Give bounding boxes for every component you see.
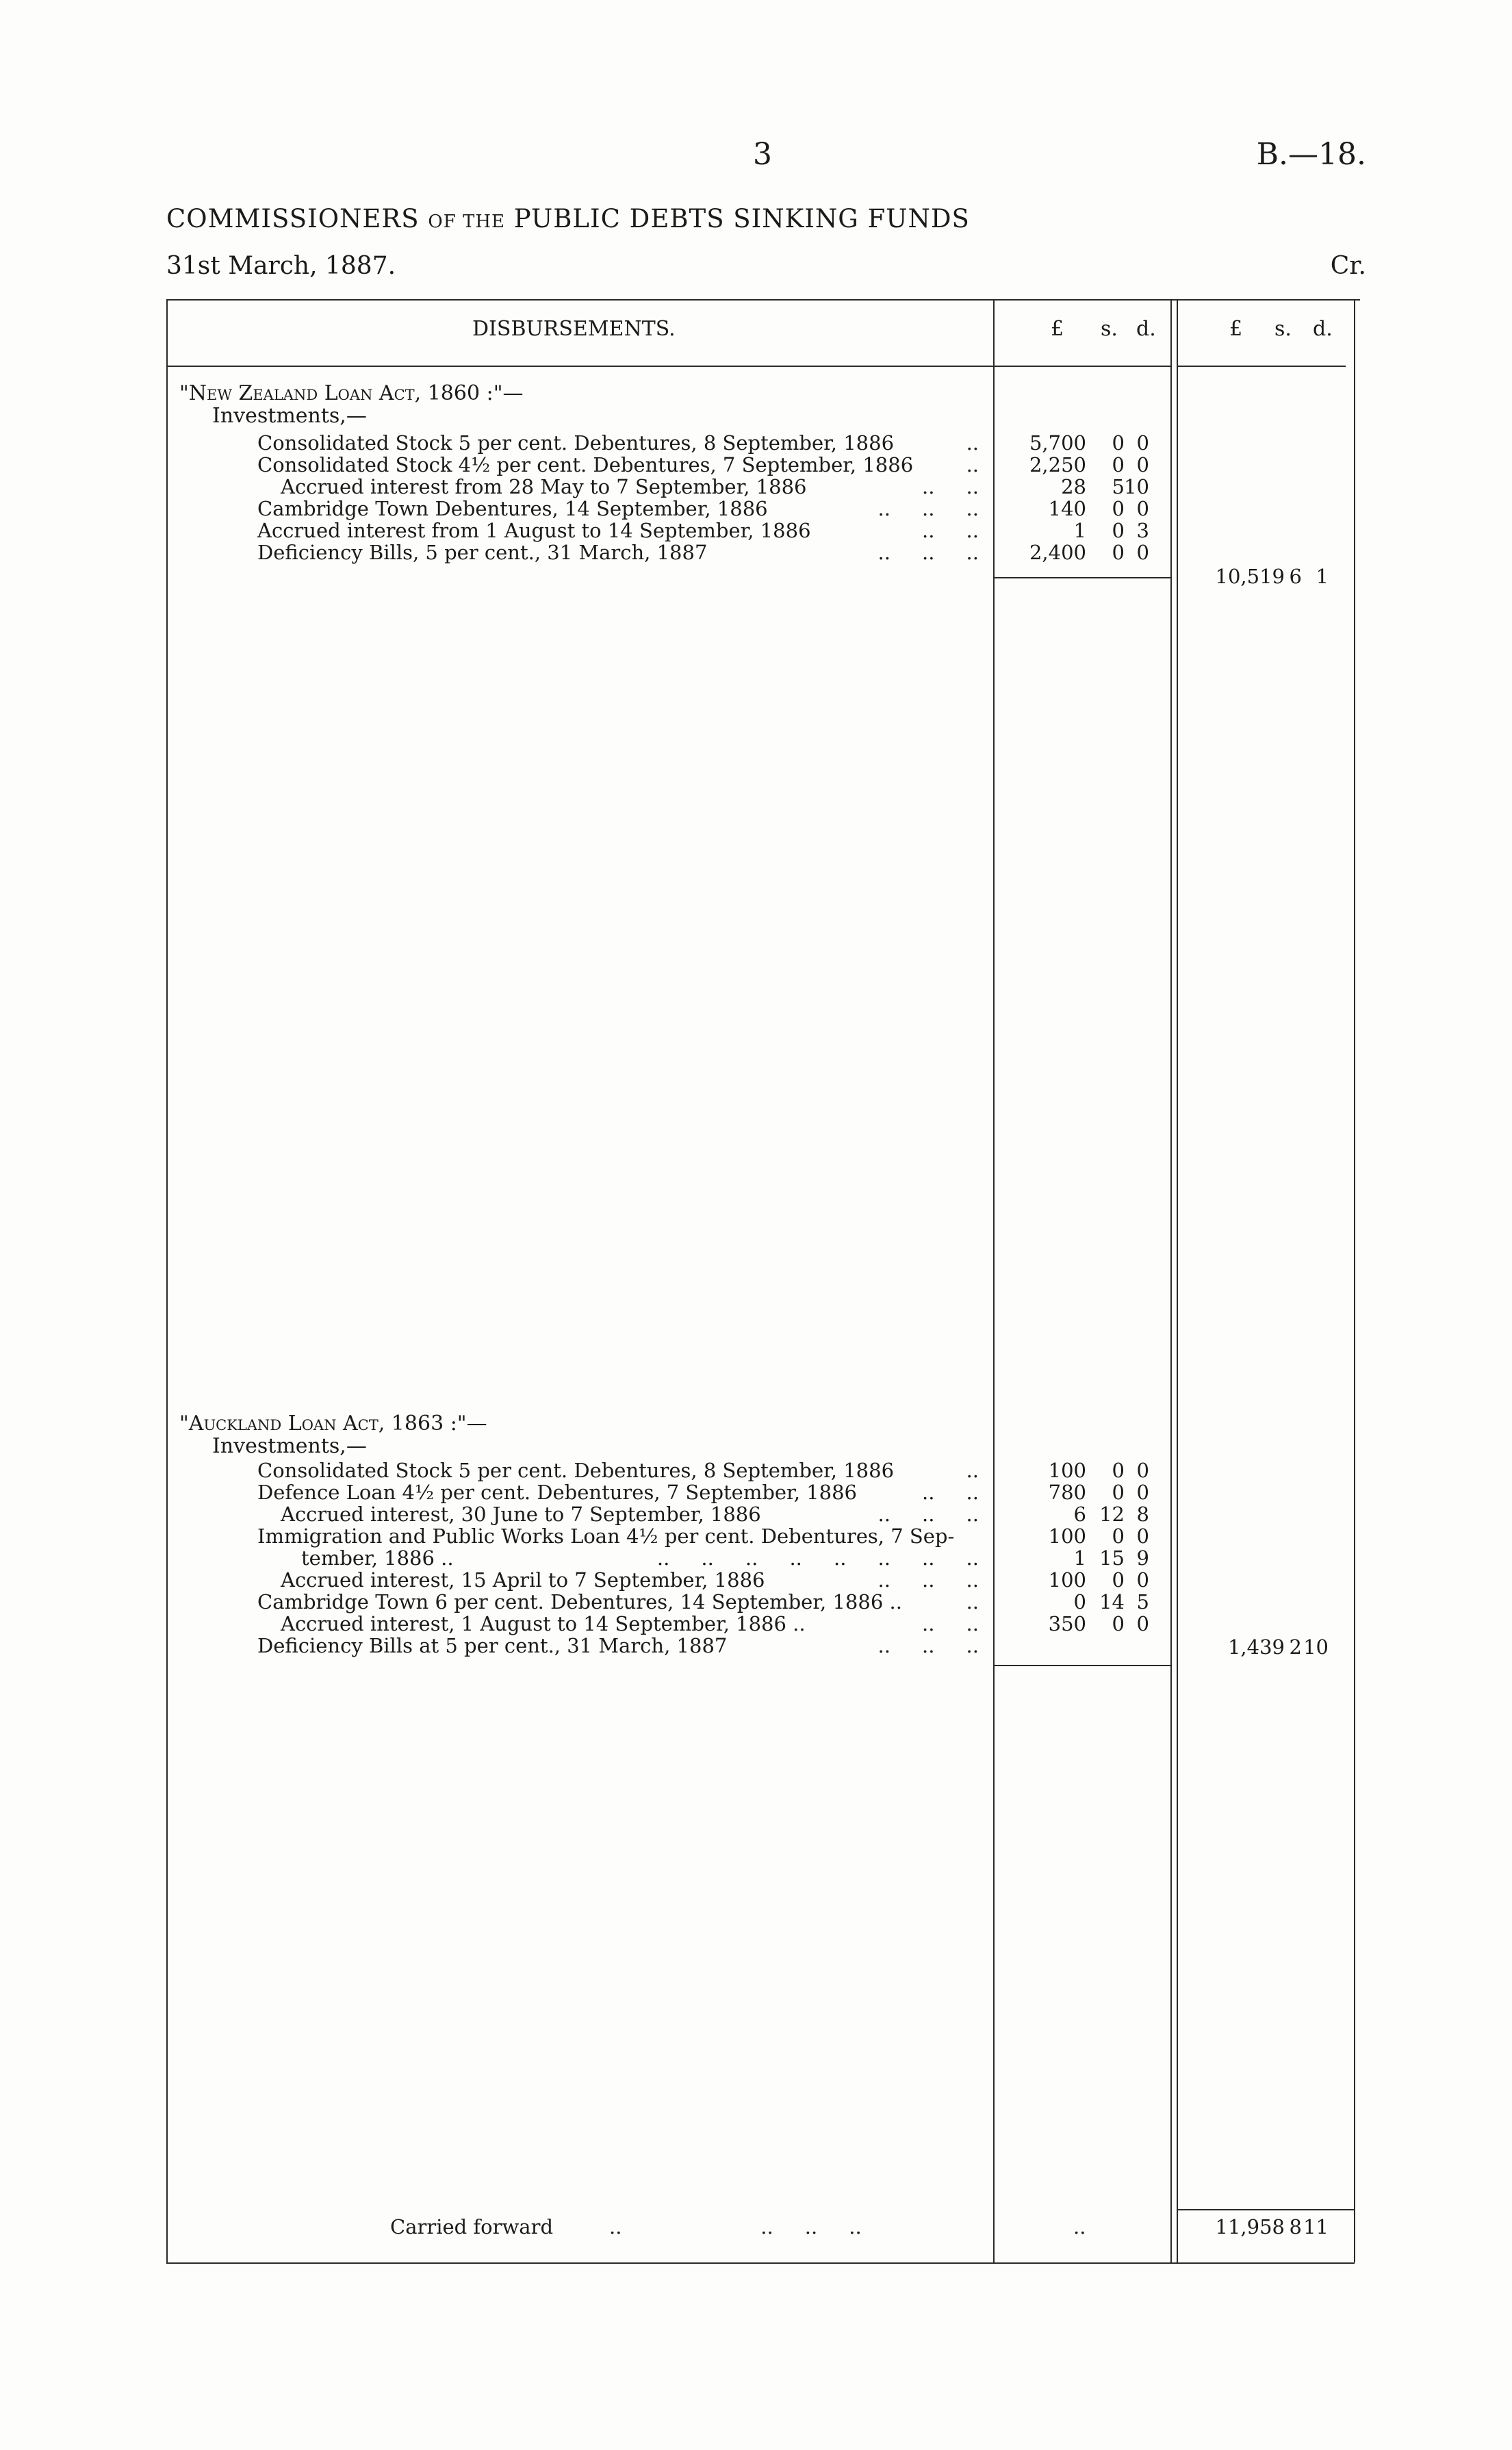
entry-description: Defence Loan 4½ per cent. Debentures, 7 September, 1886 xyxy=(257,1481,857,1504)
entry-amount-pence: 3 xyxy=(1136,519,1149,542)
entry-leader-dots: .. xyxy=(966,1590,979,1613)
table-right-rule xyxy=(1354,299,1355,2262)
title-word-3: PUBLIC DEBTS SINKING FUNDS xyxy=(513,204,970,233)
entry-leader-dots: .. .. xyxy=(922,475,979,498)
entry-leader-dots: .. .. .. xyxy=(877,541,979,564)
total-rule xyxy=(1177,2209,1355,2210)
entry-leader-dots: .. xyxy=(966,1459,979,1482)
pounds-header: £ xyxy=(1051,317,1064,341)
title-word-2: OF THE xyxy=(428,212,506,232)
date-year: 1887. xyxy=(324,252,396,280)
entry-amount-pounds: 100 xyxy=(1048,1459,1086,1482)
entry-amount-shillings: 0 xyxy=(1112,453,1125,476)
entry-amount-shillings: 0 xyxy=(1112,1568,1125,1592)
entry-leader-dots: .. .. .. .. .. .. .. .. xyxy=(656,1546,979,1570)
entry-leader-dots: .. xyxy=(966,453,979,476)
carried-forward-mid-leader: .. xyxy=(1073,2215,1086,2238)
date-month: March, xyxy=(228,252,318,280)
entry-description: Cambridge Town 6 per cent. Debentures, 14 September, 1886 .. xyxy=(257,1590,902,1613)
entry-amount-shillings: 12 xyxy=(1099,1503,1125,1526)
header-rule-right xyxy=(1178,366,1346,367)
shillings-header-total: s. xyxy=(1274,317,1292,341)
entry-amount-pounds: 100 xyxy=(1048,1524,1086,1548)
entry-amount-pounds: 6 xyxy=(1073,1503,1086,1526)
entry-amount-pence: 0 xyxy=(1136,1524,1149,1548)
entry-leader-dots: .. .. .. xyxy=(877,497,979,520)
entry-leader-dots: .. .. xyxy=(922,1612,979,1635)
entry-amount-shillings: 0 xyxy=(1112,1612,1125,1635)
entry-amount-shillings: 14 xyxy=(1099,1590,1125,1613)
entry-amount-shillings: 0 xyxy=(1112,541,1125,564)
title-word-1: COMMISSIONERS xyxy=(166,204,420,233)
entry-amount-pence: 5 xyxy=(1136,1590,1149,1613)
carried-forward-pounds: 11,958 xyxy=(1215,2215,1285,2238)
subtotal-rule-2 xyxy=(993,1665,1171,1666)
entry-description: Accrued interest, 15 April to 7 September, 1886 xyxy=(281,1568,765,1592)
column-rule-2 xyxy=(1170,299,1172,2262)
entry-amount-pence: 0 xyxy=(1136,497,1149,520)
entry-amount-pounds: 1 xyxy=(1073,519,1086,542)
table-left-rule xyxy=(166,299,168,2262)
section2-total-pence: 10 xyxy=(1303,1635,1329,1659)
entry-leader-dots: .. .. .. xyxy=(877,1634,979,1657)
entry-leader-dots: .. xyxy=(966,431,979,455)
column-rule-3 xyxy=(1177,299,1178,2262)
entry-amount-pounds: 2,400 xyxy=(1029,541,1086,564)
entry-amount-pounds: 1 xyxy=(1073,1546,1086,1570)
column-rule-1 xyxy=(993,299,995,2262)
section-heading-new-zealand-loan-act: "New Zealand Loan Act, 1860 :"— xyxy=(179,381,524,405)
shillings-header: s. xyxy=(1101,317,1118,341)
entry-amount-pounds: 100 xyxy=(1048,1568,1086,1592)
date-day: 31st xyxy=(166,252,220,280)
section1-total-pounds: 10,519 xyxy=(1215,565,1285,588)
entry-amount-pence: 0 xyxy=(1136,541,1149,564)
section-subheading: Investments,— xyxy=(212,404,367,428)
pence-header-total: d. xyxy=(1313,317,1333,341)
entry-description: Consolidated Stock 5 per cent. Debentures, 8 September, 1886 xyxy=(257,431,895,455)
entry-amount-pence: 9 xyxy=(1136,1546,1149,1570)
entry-leader-dots: .. .. .. xyxy=(877,1503,979,1526)
carried-forward-pence: 11 xyxy=(1303,2215,1329,2238)
pence-header: d. xyxy=(1136,317,1156,341)
section-heading-auckland-loan-act: "Auckland Loan Act, 1863 :"— xyxy=(179,1412,487,1435)
credit-side-label: Cr. xyxy=(1330,252,1366,280)
carried-forward-shillings: 8 xyxy=(1289,2215,1302,2238)
entry-amount-pence: 0 xyxy=(1136,1612,1149,1635)
entry-description: Consolidated Stock 5 per cent. Debentures, 8 September, 1886 xyxy=(257,1459,895,1482)
carried-forward-label: Carried forward xyxy=(390,2215,554,2238)
document-reference: B.—18. xyxy=(1256,137,1366,172)
entry-amount-shillings: 0 xyxy=(1112,1459,1125,1482)
entry-description: Accrued interest, 1 August to 14 September, 1886 .. xyxy=(281,1612,806,1635)
entry-amount-pence: 10 xyxy=(1124,475,1149,498)
entry-description: Consolidated Stock 4½ per cent. Debentures, 7 September, 1886 xyxy=(257,453,914,476)
entry-amount-shillings: 0 xyxy=(1112,497,1125,520)
entry-description: Accrued interest, 30 June to 7 September, 1886 xyxy=(281,1503,761,1526)
pounds-header-total: £ xyxy=(1229,317,1243,341)
entry-amount-pence: 0 xyxy=(1136,1459,1149,1482)
table-bottom-rule xyxy=(166,2262,1355,2264)
entry-amount-pounds: 28 xyxy=(1061,475,1086,498)
entry-amount-pence: 0 xyxy=(1136,453,1149,476)
section-subheading: Investments,— xyxy=(212,1434,367,1458)
entry-amount-pounds: 2,250 xyxy=(1029,453,1086,476)
section2-total-pounds: 1,439 xyxy=(1227,1635,1285,1659)
entry-amount-pounds: 350 xyxy=(1048,1612,1086,1635)
entry-amount-shillings: 5 xyxy=(1112,475,1125,498)
entry-description: Accrued interest from 28 May to 7 September, 1886 xyxy=(281,475,807,498)
entry-amount-pence: 0 xyxy=(1136,1481,1149,1504)
entry-leader-dots: .. .. .. xyxy=(877,1568,979,1592)
page-number: 3 xyxy=(753,137,772,172)
entry-leader-dots: .. .. xyxy=(922,1481,979,1504)
entry-amount-pence: 0 xyxy=(1136,431,1149,455)
entry-amount-shillings: 0 xyxy=(1112,431,1125,455)
subtotal-rule-1 xyxy=(993,577,1171,578)
entry-description: Deficiency Bills at 5 per cent., 31 March, 1887 xyxy=(257,1634,728,1657)
entry-description: Accrued interest from 1 August to 14 September, 1886 xyxy=(257,519,811,542)
table-top-rule xyxy=(166,299,1360,301)
entry-description: Cambridge Town Debentures, 14 September, 1886 xyxy=(257,497,768,520)
header-rule-left xyxy=(166,366,1171,367)
entry-amount-shillings: 0 xyxy=(1112,1524,1125,1548)
entry-description: tember, 1886 .. xyxy=(301,1546,454,1570)
entry-amount-pence: 8 xyxy=(1136,1503,1149,1526)
entry-amount-pounds: 140 xyxy=(1048,497,1086,520)
section2-total-shillings: 2 xyxy=(1289,1635,1302,1659)
entry-amount-shillings: 0 xyxy=(1112,519,1125,542)
statement-date xyxy=(166,252,396,280)
document-title xyxy=(166,204,970,233)
entry-amount-pence: 0 xyxy=(1136,1568,1149,1592)
entry-amount-pounds: 5,700 xyxy=(1029,431,1086,455)
section1-total-shillings: 6 xyxy=(1289,565,1302,588)
carried-forward-leader: .. .. .. .. xyxy=(609,2215,862,2238)
entry-amount-pounds: 780 xyxy=(1048,1481,1086,1504)
entry-amount-shillings: 0 xyxy=(1112,1481,1125,1504)
entry-amount-pounds: 0 xyxy=(1073,1590,1086,1613)
disbursements-header: DISBURSEMENTS. xyxy=(472,317,676,341)
entry-amount-shillings: 15 xyxy=(1099,1546,1125,1570)
section1-total-pence: 1 xyxy=(1316,565,1329,588)
entry-description: Immigration and Public Works Loan 4½ per cent. Debentures, 7 Sep- xyxy=(257,1524,955,1548)
entry-description: Deficiency Bills, 5 per cent., 31 March, 1887 xyxy=(257,541,708,564)
entry-leader-dots: .. .. xyxy=(922,519,979,542)
